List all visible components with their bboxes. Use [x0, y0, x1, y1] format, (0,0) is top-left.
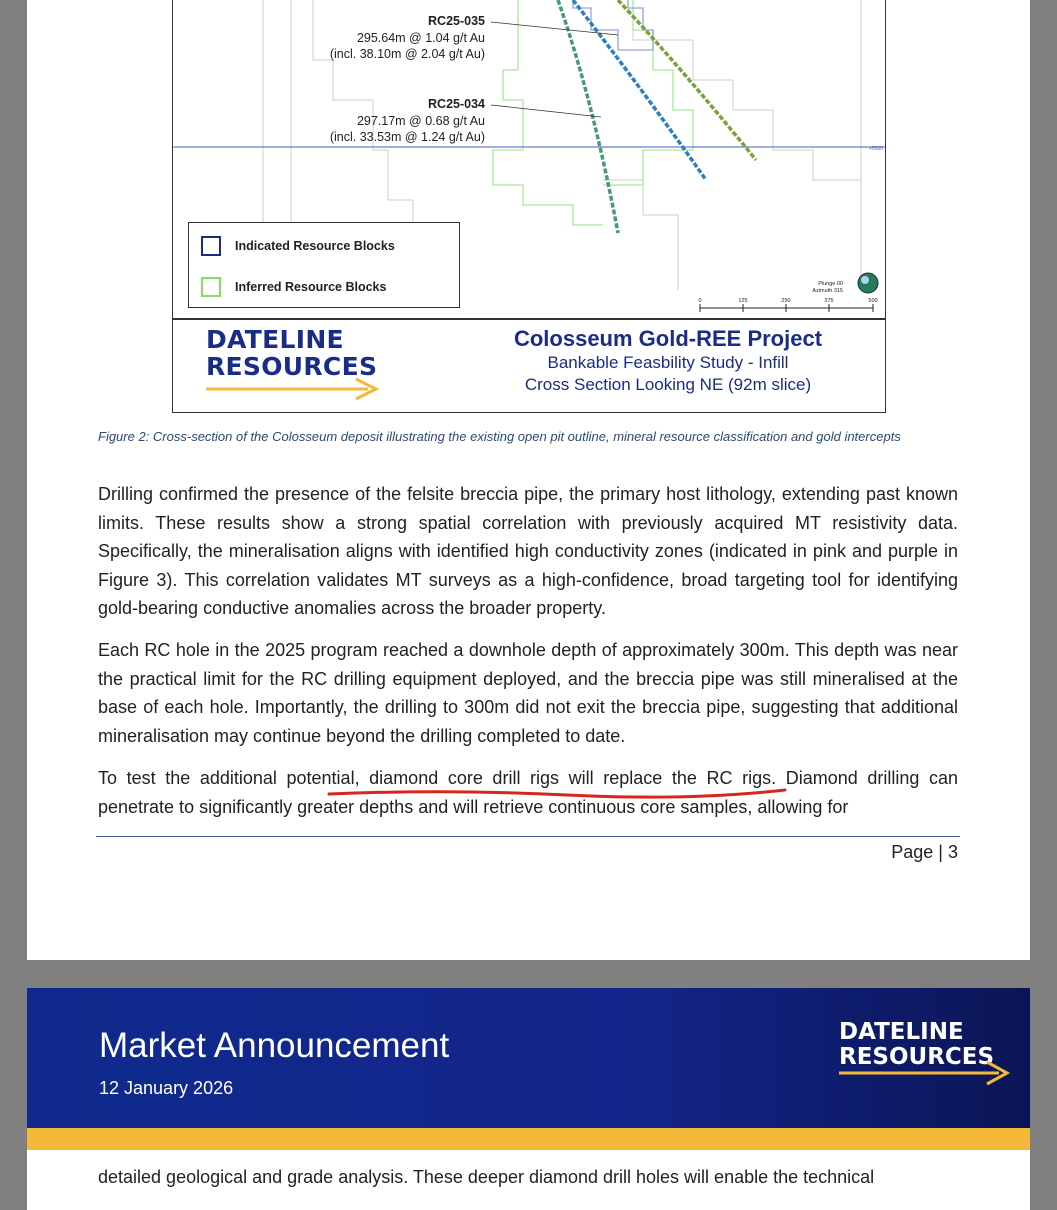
banner-date: 12 January 2026 — [99, 1078, 234, 1098]
compass-icon — [858, 273, 878, 293]
document-page — [27, 0, 1030, 960]
legend-item-inferred — [201, 277, 386, 297]
intercept-incl-label: (incl. 33.53m @ 1.24 g/t Au) — [329, 130, 485, 144]
footer-divider — [96, 836, 960, 837]
project-title: Colosseum Gold-REE Project — [513, 326, 823, 351]
project-title-block — [473, 326, 863, 396]
logo-line: DATELINE — [206, 325, 344, 354]
project-subtitle: Bankable Feasbility Study - Infill — [547, 353, 789, 372]
scale-tick-label: 500 — [868, 298, 878, 304]
intercept-incl-label: (incl. 38.10m @ 2.04 g/t Au) — [329, 47, 485, 61]
legend-label: Indicated Resource Blocks — [235, 239, 395, 253]
indicated-swatch — [201, 236, 221, 256]
intercept-label: 297.17m @ 0.68 g/t Au — [356, 114, 485, 128]
drill-trace-2 — [573, 0, 706, 180]
drill-trace-1 — [558, 0, 618, 233]
hole-label: RC25-035 — [428, 14, 485, 28]
logo-line: RESOURCES — [839, 1044, 995, 1070]
scale-tick-label: 375 — [824, 298, 834, 304]
paragraph: Each RC hole in the 2025 program reached a downhole depth of approximately 300m. This depth was near the practical limit for the RC drilling equipment deployed, and the breccia pipe was still mineralised at the base of each hole. Importantly, the drilling to 300m did not exit the breccia pipe, suggesting that additional mineralisation may continue beyond the drilling completed to date. — [98, 640, 958, 746]
hole-label: RC25-034 — [428, 97, 485, 111]
page-number: Page | 3 — [891, 842, 958, 862]
figure-caption: Figure 2: Cross-section of the Colosseum deposit illustrating the existing open pit outline, mineral resource classification and gold intercepts — [98, 429, 901, 444]
paragraph: To test the additional potential, diamond core drill rigs will replace the RC rigs. Diamond drilling can penetrate to significantly greater depths and will retrieve continuous core samples, allowing for — [98, 768, 958, 817]
red-underline-annotation — [327, 786, 787, 800]
legend-label: Inferred Resource Blocks — [235, 280, 387, 294]
azimuth-label: Azimuth 315 — [812, 288, 843, 294]
scale-bar — [700, 304, 873, 312]
logo-line: DATELINE — [839, 1019, 964, 1045]
cross-section-figure — [172, 0, 886, 413]
paragraph: Drilling confirmed the presence of the felsite breccia pipe, the primary host lithology, extending past known limits. These results show a strong spatial correlation with previously acquired MT resistivity data. Specifically, the mineralisation aligns with identified high conductivity zones (indicated in pink and purple in Figure 3). This correlation validates MT surveys as a high-confidence, broad targeting tool for identifying gold-bearing conductive anomalies across the broader property. — [98, 484, 958, 619]
intercept-label: 295.64m @ 1.04 g/t Au — [356, 31, 485, 45]
project-subtitle: Cross Section Looking NE (92m slice) — [524, 375, 812, 394]
company-logo — [206, 326, 381, 400]
company-logo — [839, 1020, 1011, 1088]
plunge-label: Plunge 00 — [818, 281, 843, 287]
arrow-icon — [206, 378, 381, 400]
scale-tick-label: 0 — [698, 298, 702, 304]
document-page — [27, 1150, 1030, 1210]
banner-title: Market Announcement — [99, 1026, 450, 1065]
gold-accent-bar — [27, 1128, 1030, 1150]
map-legend — [188, 222, 460, 308]
drill-trace-3 — [618, 0, 756, 160]
inferred-swatch — [201, 277, 221, 297]
figure-title-block — [173, 318, 885, 414]
legend-item-indicated — [201, 236, 395, 256]
level-label: +5000 — [869, 146, 884, 152]
market-announcement-banner — [27, 988, 1030, 1128]
scale-tick-label: 125 — [738, 298, 748, 304]
scale-tick-label: 250 — [781, 298, 791, 304]
logo-line: RESOURCES — [206, 352, 378, 381]
paragraph: detailed geological and grade analysis. These deeper diamond drill holes will enable the technical — [98, 1167, 875, 1187]
